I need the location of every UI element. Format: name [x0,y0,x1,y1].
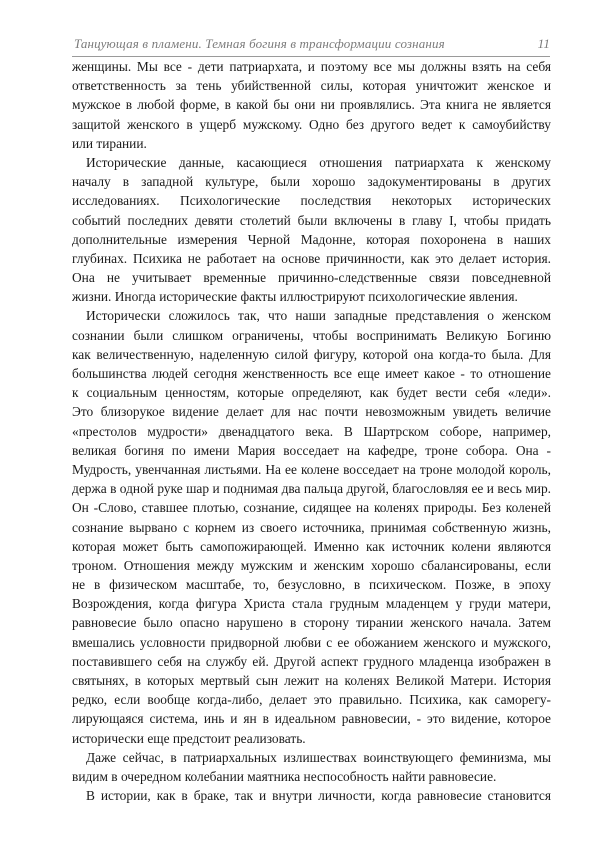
text-line: жизни. Иногда исторические факты иллюстрируют психологические явления. [72,289,518,305]
text-line: мужское в любой форме, в какой бы они ни проявлялись. Эта книга не является [72,97,551,113]
text-line: исторически еще предстоит реализовать. [72,730,306,746]
text-line: сознание вырвано с корнем из своего источника, принимая собственную жизнь, [72,519,551,535]
text-line: видим в очередном колебании маятника неспособность найти равновесие. [72,768,497,784]
text-line: В истории, как в браке, так и внутри личности, когда равновесие становится [86,788,551,804]
text-line: глубинах. Психика не работает на основе причинности, как это делает история. [72,250,551,266]
text-line: держа в одной руке шар и поднимая два пальца другой, благословляя ее и весь мир. [72,481,551,497]
text-line: поставившего себя на службу ей. Другой аспект грудного младенца изображен в [72,653,551,669]
text-line: Она не учитывает временные причинно-следственные связи повседневной [72,270,551,286]
text-line: Он -Слово, ставшее плотью, сознание, сидящее на коленях природы. Без коленей [72,500,551,516]
text-line: вмешались условности придворной любви с ее обожанием женского и мужского, [72,634,551,650]
text-line: сознании были слишком ограничены, чтобы воспринимать Великую Богиню [72,327,551,343]
text-line: которая может быть самопожирающей. Именно как источник колени являются [72,538,551,554]
text-line: не в физическом масштабе, то, безусловно, в психическом. Позже, в эпоху [72,577,551,593]
text-line: большинства людей сегодня женственность все еще имеет какое - то отношение [72,366,551,381]
text-line: великая богиня по имени Мария восседает на кафедре, троне собора. Она - [72,442,551,458]
text-line: или тирании. [72,135,147,151]
text-line: Мудрость, увенчанная листьями. На ее колене восседает на троне молодой король, [72,461,551,477]
running-title: Танцующая в пламени. Темная богиня в трансформации сознания [74,36,445,51]
text-line: исследованиях. Психологические последствия некоторых исторических [72,193,551,209]
text-line: как величественную, наделенную силой фигуру, которой она когда-то была. Для [72,346,551,362]
text-line: началу в западной культуре, были хорошо задокументированы в других [72,174,551,190]
text-line: Это близорукое видение делает для нас почти невозможным увидеть величие [72,404,551,420]
text-line: святынях, в которых мертвый сын лежит на коленях Великой Матери. История [72,673,551,688]
text-line: Даже сейчас, в патриархальных излишествах воинствующего феминизма, мы [86,749,551,765]
text-line: событий последних девяти столетий были включены в главу I, чтобы придать [72,212,551,228]
text-line: Исторические данные, касающиеся отношения патриархата к женскому [86,154,551,170]
body-text [72,57,551,805]
text-line: Исторически сложилось так, что наши западные представления о женском [86,308,551,324]
text-line: «престолов мудрости» двенадцатого века. В Шартрском соборе, например, [72,423,551,439]
text-line: лирующаяся система, инь и ян в идеальном равновесии, - это видение, которое [72,711,551,727]
text-line: Возрождения, когда фигура Христа стала грудным младенцем у груди матери, [72,596,551,612]
text-line: редко, если вообще когда-либо, делает это правильно. Психика, как саморегу- [72,692,551,708]
text-line: равновесие было опасно нарушено в сторону тирании женского начала. Затем [72,615,551,631]
running-header [74,36,550,56]
text-line: к социальным ценностям, которые определяют, как будет вести себя «леди». [72,385,551,401]
text-line: защитой женского в ущерб мужскому. Одно без другого ведет к самоубийству [72,116,551,132]
text-line: ответственность за тень убийственной силы, которая уничтожит женское и [72,78,551,94]
page-number: 11 [537,36,550,51]
text-line: дополнительные измерения Черной Мадонне, которая похоронена в наших [72,231,551,247]
text-line: троном. Отношения между мужским и женским хорошо сбалансированы, если [72,557,551,573]
text-line: женщины. Мы все - дети патриархата, и поэтому все мы должны взять на себя [72,59,551,74]
